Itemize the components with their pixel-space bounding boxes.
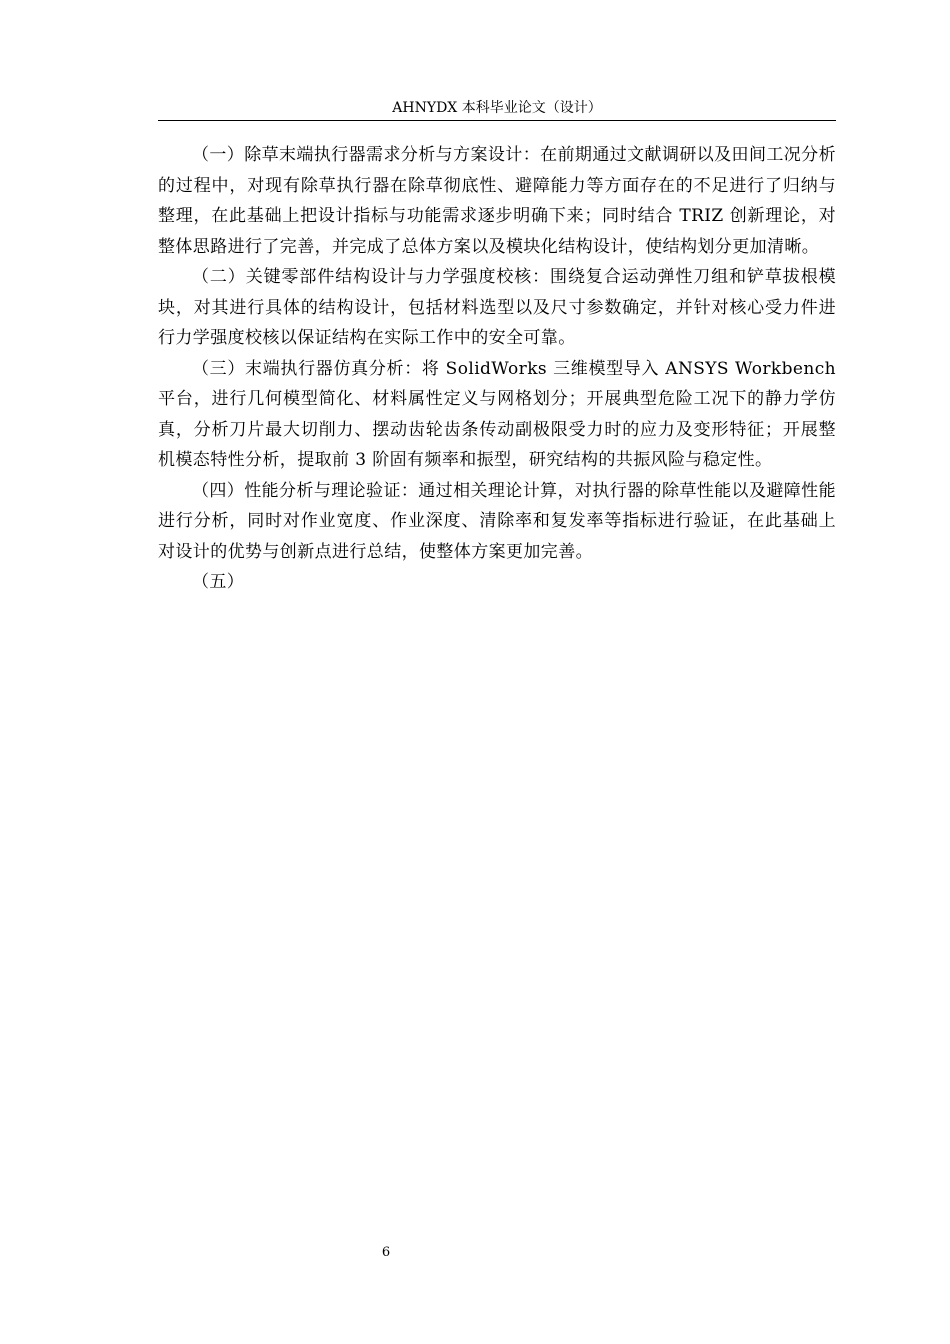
header-title: AHNYDX 本科毕业论文（设计） [392,100,602,116]
page-header [158,98,836,121]
document-body [158,140,836,598]
paragraph-4: （四）性能分析与理论验证：通过相关理论计算，对执行器的除草性能以及避障性能进行分析，同时对作业宽度、作业深度、清除率和复发率等指标进行验证，在此基础上对设计的优势与创新点进行总结，使整体方案更加完善。 [158,480,836,562]
paragraph-2: （二）关键零部件结构设计与力学强度校核：围绕复合运动弹性刀组和铲草拔根模块，对其进行具体的结构设计，包括材料选型以及尺寸参数确定，并针对核心受力件进行力学强度校核以保证结构在实际工作中的安全可靠。 [158,267,836,348]
page-number [0,1245,772,1260]
paragraph-5: （五） [192,572,245,592]
paragraph-1: （一）除草末端执行器需求分析与方案设计：在前期通过文献调研以及田间工况分析的过程中，对现有除草执行器在除草彻底性、避障能力等方面存在的不足进行了归纳与整理，在此基础上把设计指标与功能需求逐步明确下来；同时结合 TRIZ 创新理论，对整体思路进行了完善，并完成了总体方案以及模块化结构设计，使结构划分更加清晰。 [158,145,836,257]
page-number-text: 6 [381,1245,391,1260]
paragraph-3: （三）末端执行器仿真分析：将 SolidWorks 三维模型导入 ANSYS Workbench 平台，进行几何模型简化、材料属性定义与网格划分；开展典型危险工况下的静力学仿真，分析刀片最大切削力、摆动齿轮齿条传动副极限受力时的应力及变形特征；开展整机模态特性分析，提取前 3 阶固有频率和振型，研究结构的共振风险与稳定性。 [158,358,836,470]
